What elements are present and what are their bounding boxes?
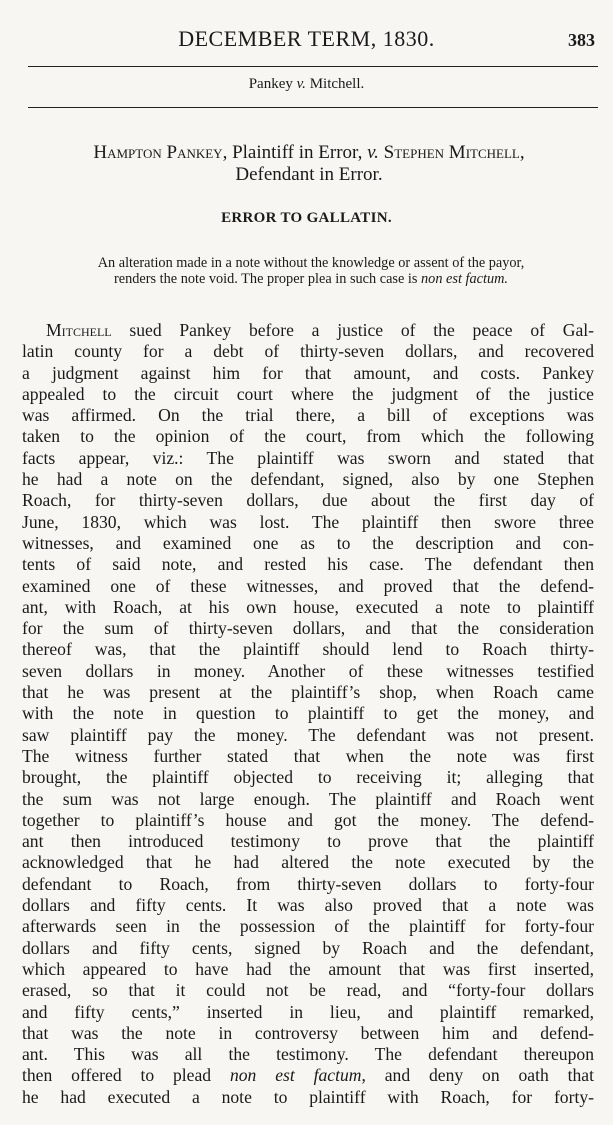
body-line: dollars and fifty cents. It was also proved that a note was <box>22 895 594 916</box>
running-head <box>0 76 613 93</box>
body-line: he had a note on the defendant, signed, also by one Stephen <box>22 469 594 490</box>
body-line: witnesses, and examined one as to the description and con- <box>22 532 594 553</box>
headnote-italic: non est factum. <box>421 271 508 287</box>
case-defendant-name: Stephen Mitchell, <box>378 142 525 163</box>
body-line: examined one of these witnesses, and proved that the defend- <box>22 575 594 596</box>
running-head-plaintiff: Pankey <box>248 76 293 92</box>
page-number: 383 <box>568 30 595 50</box>
body-line: which appeared to have had the amount that was first inserted, <box>22 958 594 979</box>
case-plaintiff-role: Plaintiff in Error, <box>227 142 368 163</box>
body-line: thereof was, that the plaintiff should lend to Roach thirty- <box>22 639 594 660</box>
body-line: seven dollars in money. Another of these witnesses testified <box>22 660 594 681</box>
page-header-title: DECEMBER TERM, 1830. <box>178 26 435 51</box>
body-line: The witness further stated that when the note was first <box>22 745 594 766</box>
body-line: for the sum of thirty-seven dollars, and that the consideration <box>22 618 594 639</box>
body-line: that he was present at the plaintiff’s shop, when Roach came <box>22 682 594 703</box>
body-line: and fifty cents,” inserted in lieu, and plaintiff remarked, <box>22 1001 594 1022</box>
body-line: with the note in question to plaintiff to get the money, and <box>22 703 594 724</box>
body-opening-name: Mitchell <box>46 320 112 340</box>
header-rule-bottom <box>28 107 598 108</box>
body-line: erased, so that it could not be read, and “forty-four dollars <box>22 980 594 1001</box>
body-line: ant, with Roach, at his own house, executed a note to plaintiff <box>22 596 594 617</box>
body-line: afterwards seen in the possession of the plaintiff for forty-four <box>22 916 594 937</box>
headnote-line-2: renders the note void. The proper plea in such case is <box>114 271 422 287</box>
running-head-versus: v. <box>296 76 306 92</box>
headnote <box>22 255 600 287</box>
body-line: appealed to the circuit court where the judgment of the justice <box>22 383 594 404</box>
body-line: ant. This was all the testimony. The defendant thereupon <box>22 1044 594 1065</box>
body-line: taken to the opinion of the court, from which the following <box>22 426 594 447</box>
body-line: the sum was not large enough. The plaintiff and Roach went <box>22 788 594 809</box>
case-defendant-role: Defendant in Error. <box>235 164 383 185</box>
case-versus: v. <box>367 142 379 163</box>
body-line: facts appear, viz.: The plaintiff was sworn and stated that <box>22 447 594 468</box>
body-line: was affirmed. On the trial there, a bill of exceptions was <box>22 405 594 426</box>
error-heading: ERROR TO GALLATIN. <box>221 210 392 226</box>
body-line: Mitchell sued Pankey before a justice of the peace of Gal- <box>46 320 594 340</box>
body-line: saw plaintiff pay the money. The defendant was not present. <box>22 724 594 745</box>
body-line: June, 1830, which was lost. The plaintiff then swore three <box>22 511 594 532</box>
body-italic-plea: non est factum <box>229 1065 362 1086</box>
body-line: acknowledged that he had altered the note executed by the <box>22 852 594 873</box>
body-line: tents of said note, and rested his case. The defendant then <box>22 554 594 575</box>
body-line: together to plaintiff’s house and got the money. The defend- <box>22 809 594 830</box>
body-line: latin county for a debt of thirty-seven dollars, and recovered <box>22 341 594 362</box>
body-line: then offered to plead non est factum, and deny on oath that <box>22 1065 595 1086</box>
body-line: he had executed a note to plaintiff with Roach, for forty- <box>22 1086 594 1107</box>
case-plaintiff-name: Hampton Pankey, <box>93 142 228 163</box>
body-line: dollars and fifty cents, signed by Roach and the defendant, <box>22 937 594 958</box>
body-line: ant then introduced testimony to prove that the plaintiff <box>22 831 594 852</box>
body-line: defendant to Roach, from thirty-seven dollars to forty-four <box>22 873 594 894</box>
case-title <box>24 142 594 186</box>
body-line: brought, the plaintiff objected to receiving it; alleging that <box>22 767 594 788</box>
body-line: Roach, for thirty-seven dollars, due about the first day of <box>22 490 594 511</box>
body-line: a judgment against him for that amount, and costs. Pankey <box>22 362 594 383</box>
headnote-line-1: An alteration made in a note without the knowledge or assent of the payor, <box>97 255 525 271</box>
body-text <box>22 320 594 1108</box>
header-rule-top <box>28 66 598 67</box>
body-line: that was the note in controversy between him and defend- <box>22 1022 594 1043</box>
running-head-defendant: Mitchell. <box>309 76 365 92</box>
